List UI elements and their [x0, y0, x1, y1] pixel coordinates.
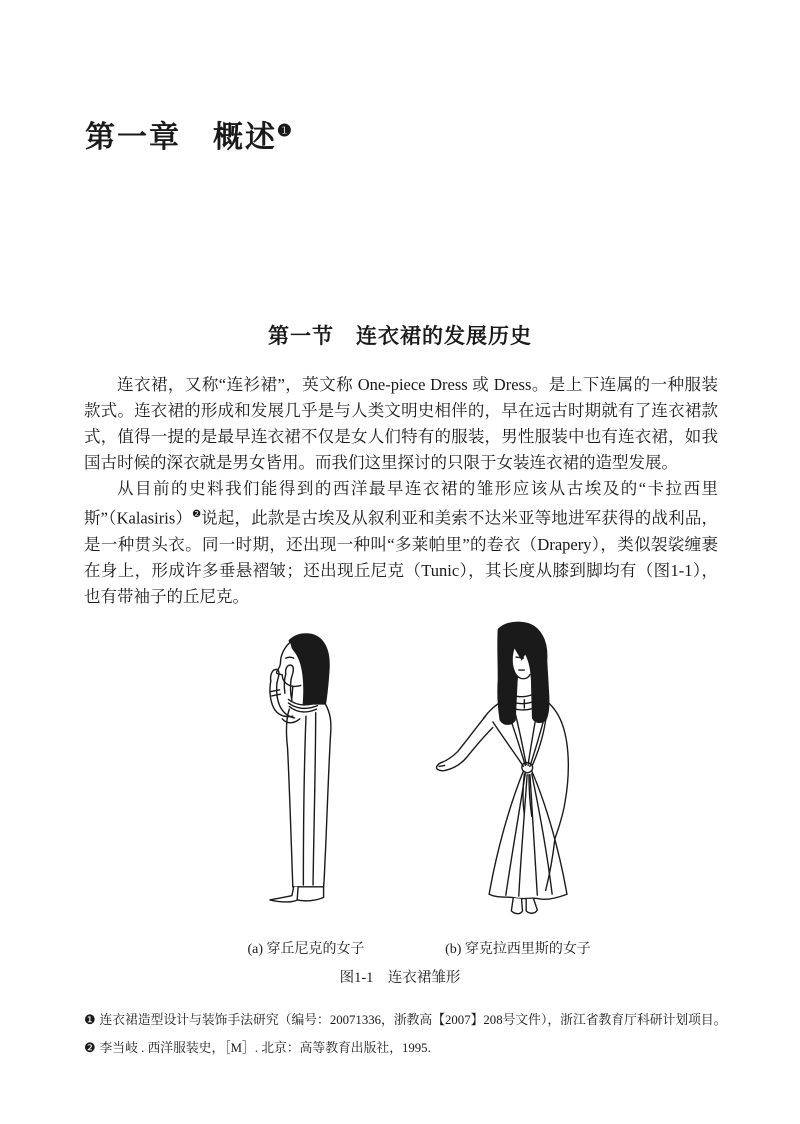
section-title: 第一节 连衣裙的发展历史 — [268, 325, 532, 349]
figure-a-illustration — [240, 630, 372, 929]
footnotes — [84, 1006, 727, 1062]
figure-b-illustration — [428, 620, 604, 935]
paragraph-1: 连衣裙，又称“连衫裙”，英文称 One-piece Dress 或 Dress。是上下连属的一种服装款式。连衣裙的形成和发展几乎是与人类文明史相伴的，早在远古时期就有了连衣裙款式，值得一提的是最早连衣裙不仅是女人们特有的服装，男性服装中也有连衣裙，如我国古时候的深衣就是男女皆用。而我们这里探讨的只限于女装连衣裙的造型发展。 — [84, 375, 718, 472]
egyptian-tunic-woman-drawing — [240, 630, 372, 929]
figure-caption-a: (a) 穿丘尼克的女子 — [247, 942, 365, 957]
inline-footnote-marker: ❷ — [192, 509, 202, 520]
footnote-2-text: 李当岐 . 西洋服装史，［M］. 北京：高等教育出版社，1995. — [99, 1041, 431, 1055]
egyptian-kalasiris-woman-drawing — [428, 620, 604, 935]
footnote-2 — [84, 1034, 724, 1062]
paragraph-2-post: 说起，此款是古埃及从叙利亚和美索不达米亚等地进军获得的战利品，是一种贯头衣。同一时期，还出现一种叫“多莱帕里”的卷衣（Drapery），类似袈裟缠裹在身上，形成许多垂悬褶皱；还出现丘尼克（Tunic），其长度从膝到脚均有（图1-1），也有带袖子的丘尼克。 — [84, 508, 718, 606]
chapter-title — [85, 112, 292, 156]
footnote-2-marker: ❷ — [84, 1041, 96, 1055]
chapter-title-text: 第一章 概述 — [85, 121, 277, 155]
body-text — [84, 372, 718, 610]
footnote-1-text: 连衣裙造型设计与装饰手法研究（编号：20071336，浙教高【2007】208号文件），浙江省教育厅科研计划项目。 — [99, 1013, 727, 1027]
paragraph-2-pre: 从目前的史料我们能得到的西洋最早连衣裙的雏形应该从古埃及的“卡拉西里斯”（Kalasiris） — [84, 479, 718, 528]
paragraph-2 — [84, 476, 718, 610]
figure-caption-b: (b) 穿克拉西里斯的女子 — [445, 942, 591, 957]
chapter-footnote-marker: ❶ — [277, 121, 292, 141]
footnote-1-marker: ❶ — [84, 1013, 96, 1027]
footnote-1 — [84, 1006, 727, 1034]
figure-title: 图1-1 连衣裙雏形 — [339, 970, 461, 986]
